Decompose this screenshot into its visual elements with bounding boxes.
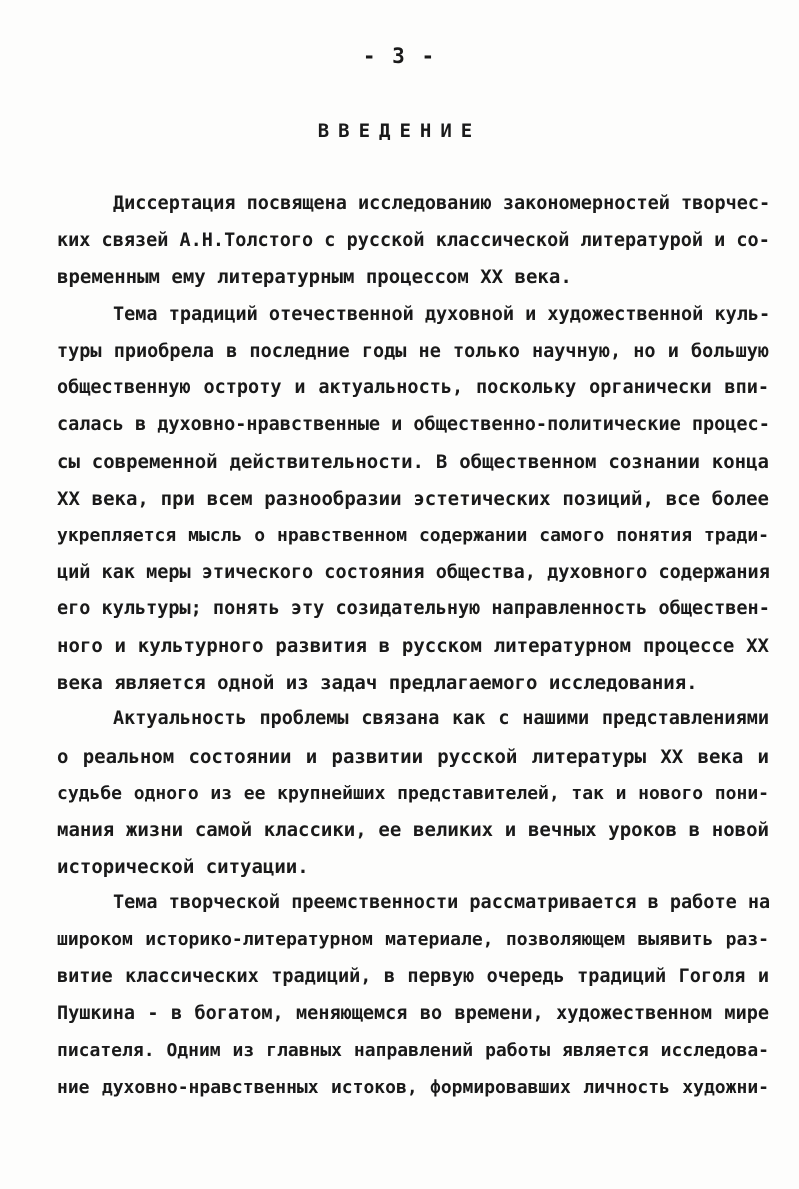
text-line: общественную остроту и актуальность, поскольку органически впи- xyxy=(57,377,769,398)
text-line: Диссертация посвящена исследованию закономерностей творчес- xyxy=(113,193,771,214)
page-number: - 3 - xyxy=(362,44,437,68)
text-line: века является одной из задач предлагаемого исследования. xyxy=(57,672,698,694)
text-line: туры приобрела в последние годы не только научную, но и большую xyxy=(57,341,769,362)
text-line: исторической ситуации. xyxy=(57,856,309,878)
text-line: ций как меры этического состояния общества, духовного содержания xyxy=(57,562,770,583)
text-line: писателя. Одним из главных направлений работы является исследова- xyxy=(57,1040,769,1061)
text-line: Тема традиций отечественной духовной и художественной куль- xyxy=(113,304,771,325)
text-line: ких связей А.Н.Толстого с русской классической литературой и со- xyxy=(57,230,770,251)
text-line: ние духовно-нравственных истоков, формировавших личность художни- xyxy=(57,1077,769,1098)
text-line: салась в духовно-нравственные и общественно-политические процес- xyxy=(57,414,770,435)
text-line: укрепляется мысль о нравственном содержании самого понятия тради- xyxy=(57,525,769,546)
text-line: мания жизни самой классики, ее великих и вечных уроков в новой xyxy=(57,819,769,841)
text-line: Тема творческой преемственности рассматривается в работе на xyxy=(113,892,771,913)
text-line: Пушкина - в богатом, меняющемся во времени, художественном мире xyxy=(57,1003,769,1024)
text-line: витие классических традиций, в первую очередь традиций Гоголя и xyxy=(57,966,769,987)
text-line: ного и культурного развития в русском литературном процессе XX xyxy=(57,635,769,657)
section-heading: ВВЕДЕНИЕ xyxy=(317,120,482,142)
text-line: его культуры; понять эту созидательную направленность обществен- xyxy=(57,598,770,619)
text-line: Актуальность проблемы связана как с нашими представлениями xyxy=(113,708,769,729)
text-line: временным ему литературным процессом XX века. xyxy=(57,266,572,288)
text-line: XX века, при всем разнообразии эстетических позиций, все более xyxy=(57,488,769,510)
text-line: судьбе одного из ее крупнейших представителей, так и нового пони- xyxy=(57,783,769,804)
text-line: широком историко-литературном материале, позволяющем выявить раз- xyxy=(57,929,769,950)
text-line: о реальном состоянии и развитии русской литературы XX века и xyxy=(57,746,769,768)
text-line: сы современной действительности. В общественном сознании конца xyxy=(57,451,769,473)
